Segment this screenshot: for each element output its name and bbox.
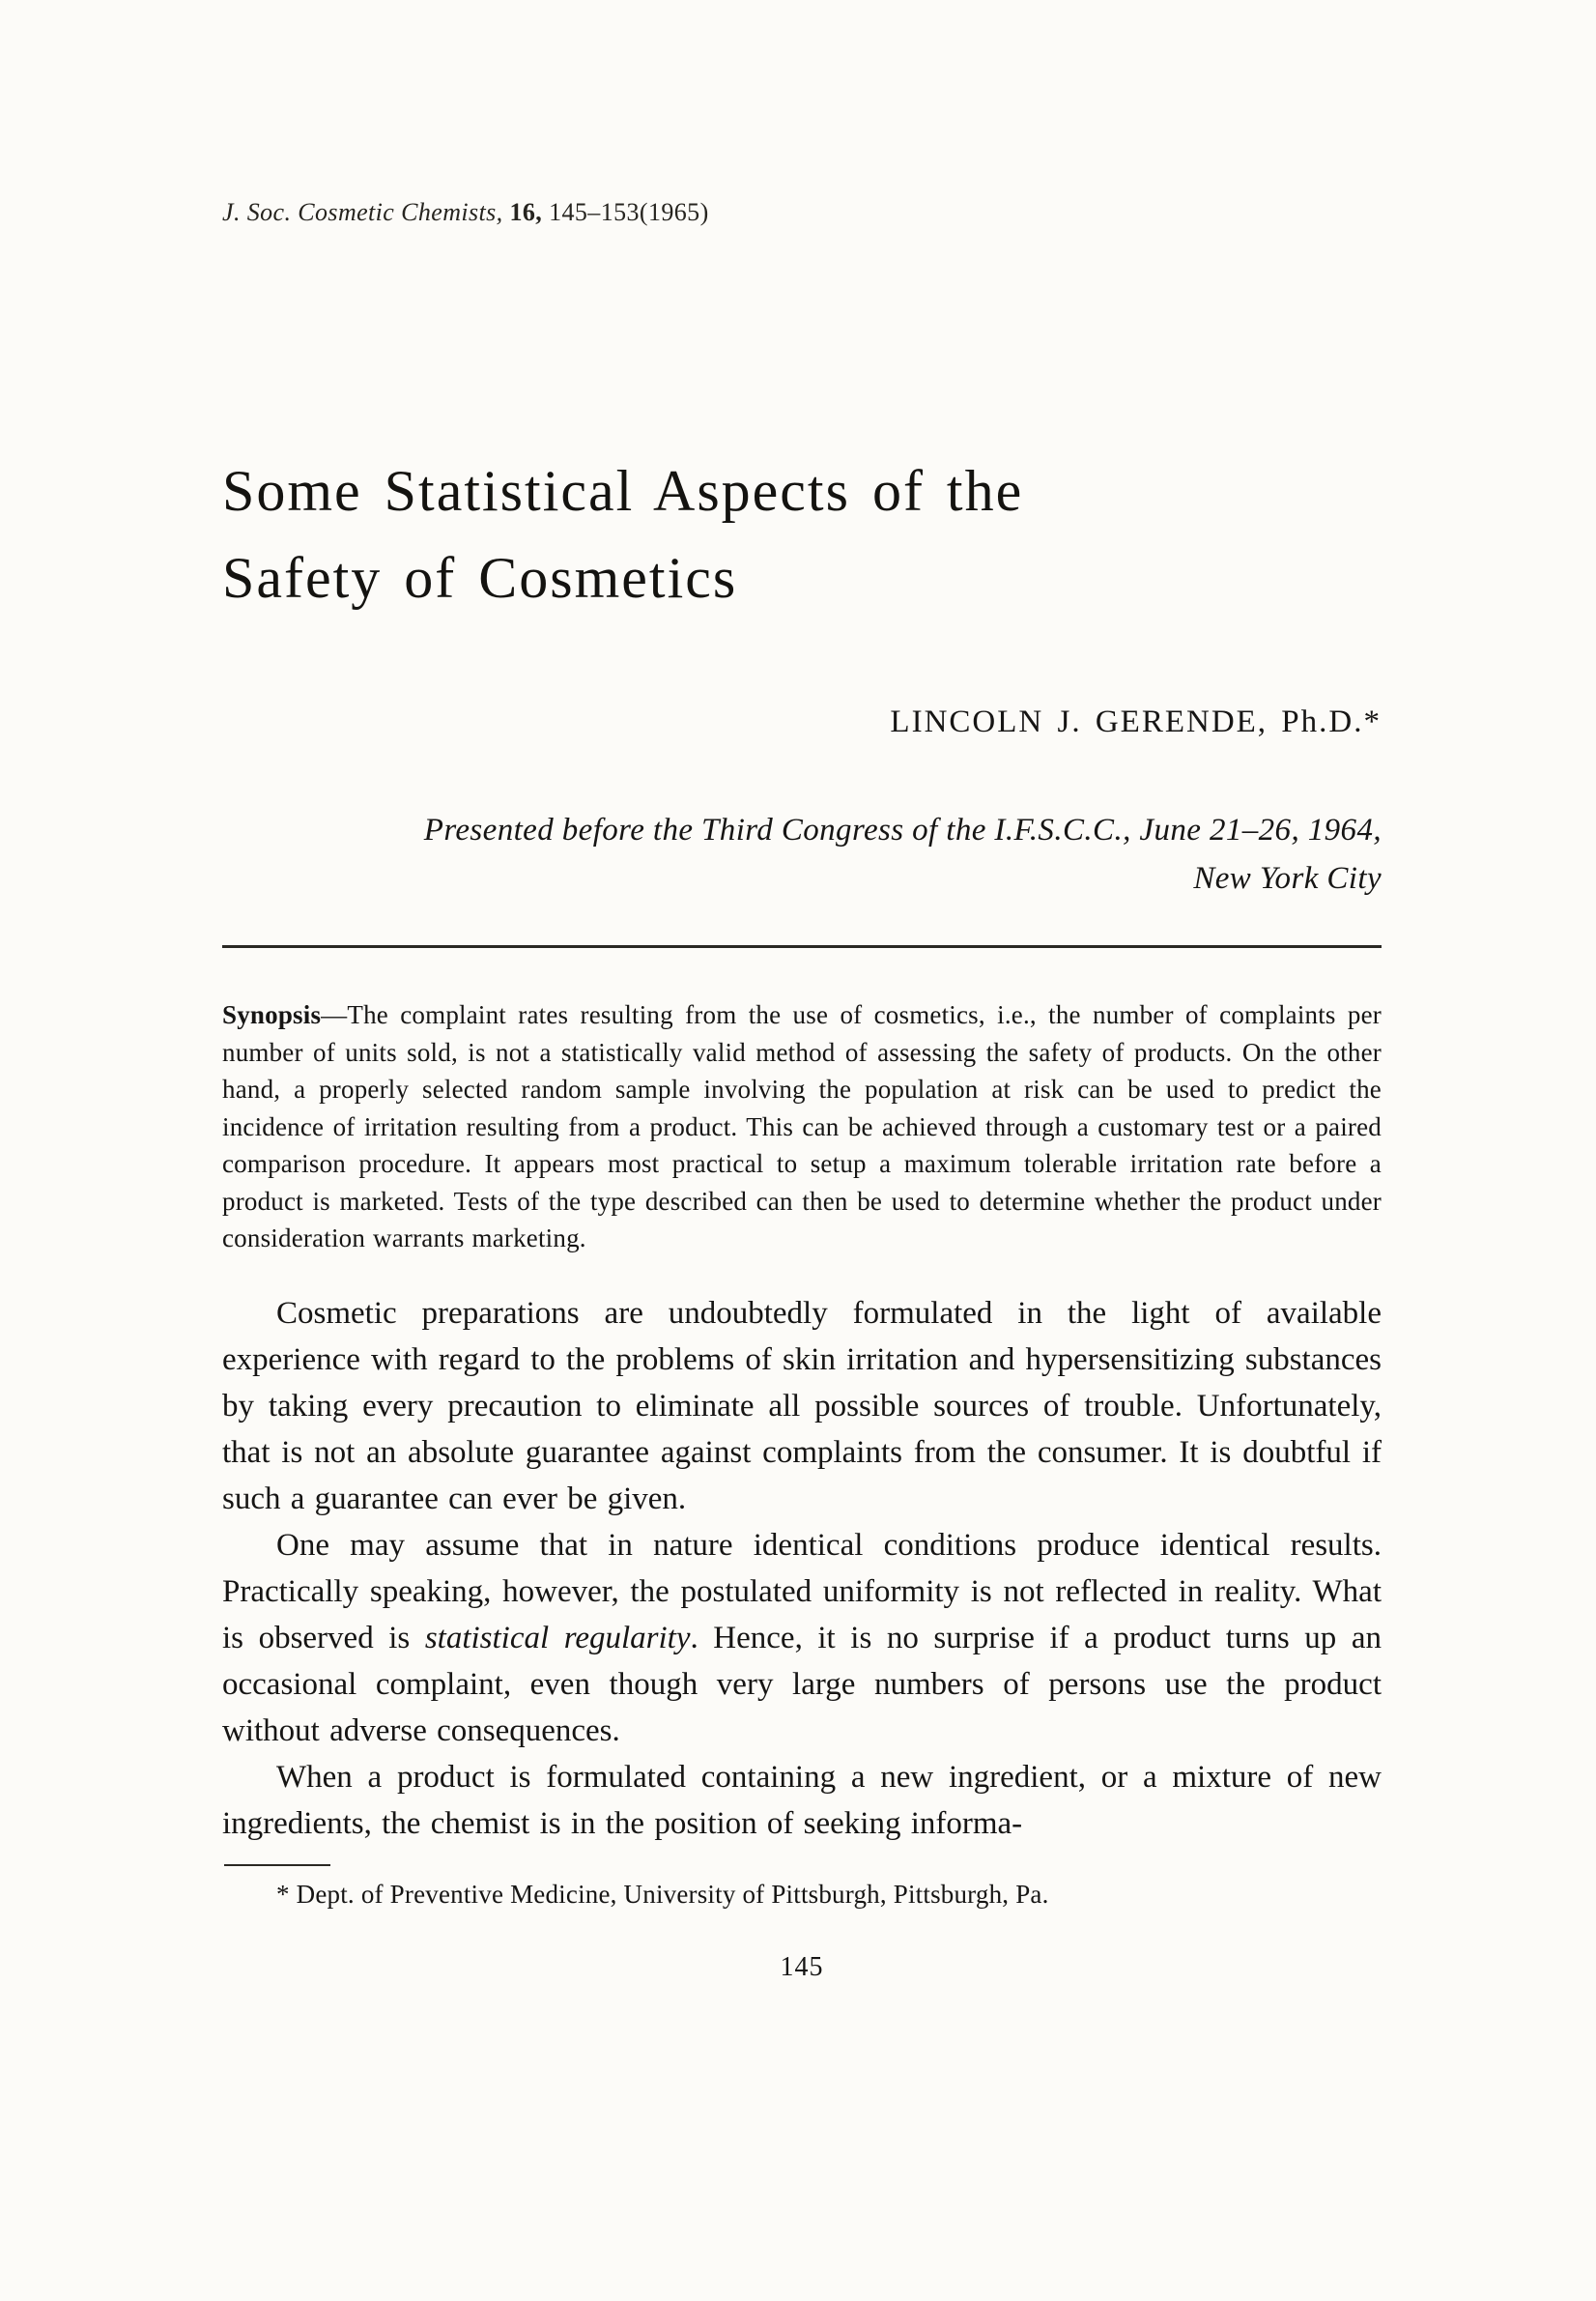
synopsis <box>222 996 1382 1257</box>
presentation-note <box>222 806 1382 903</box>
paragraph-2-italic-term: statistical regularity <box>424 1620 691 1655</box>
paper-title <box>222 447 1382 621</box>
synopsis-text: —The complaint rates resulting from the use of cosmetics, i.e., the number of complaints per number of units sold, is not a statistically valid method of assessing the safety of products. On the other hand, a properly selected random sample involving the population at risk can be used to predict the incidence of irritation resulting from a product. This can be achieved through a customary test or a paired comparison procedure. It appears most practical to setup a maximum tolerable irritation rate before a product is marketed. Tests of the type described can then be used to determine whether the product under consideration warrants marketing. <box>222 1000 1382 1252</box>
presentation-note-line2: New York City <box>1193 861 1382 896</box>
footnote-text: * Dept. of Preventive Medicine, University of Pittsburgh, Pittsburgh, Pa. <box>276 1879 1049 1909</box>
paragraph-2 <box>222 1522 1382 1754</box>
divider-rule <box>222 945 1382 948</box>
body-text <box>222 1290 1382 1847</box>
presentation-note-line1: Presented before the Third Congress of the I.F.S.C.C., June 21–26, 1964, <box>423 813 1382 848</box>
paragraph-1: Cosmetic preparations are undoubtedly formulated in the light of available experience with regard to the problems of skin irritation and hypersensitizing substances by taking every precaution to eliminate all possible sources of trouble. Unfortunately, that is not an absolute guarantee against complaints from the consumer. It is doubtful if such a guarantee can ever be given. <box>222 1295 1382 1516</box>
paragraph-3: When a product is formulated containing a new ingredient, or a mixture of new ingredients, the chemist is in the position of seeking informa- <box>222 1759 1382 1841</box>
author-name: LINCOLN J. GERENDE, Ph.D.* <box>890 705 1382 739</box>
paragraph-2-text: One may assume that in nature identical conditions produce identical results. Practically speaking, however, the postulated uniformity is not reflected in reality. What is observed is <box>222 1527 1382 1655</box>
footnote-block <box>222 1864 1382 1910</box>
journal-name: J. Soc. Cosmetic Chemists, <box>222 198 503 226</box>
journal-citation <box>222 198 1382 227</box>
paper-title-line2: Safety of Cosmetics <box>222 546 738 610</box>
footnote-rule <box>224 1864 330 1866</box>
page-number: 145 <box>780 1951 824 1982</box>
journal-volume: 16, <box>509 198 543 226</box>
paragraph-2-text-cont: . Hence, it is no surprise if a product turns up an occasional complaint, even though very large numbers of persons use the product without adverse consequences. <box>222 1620 1382 1748</box>
paper-title-line1: Some Statistical Aspects of the <box>222 459 1024 523</box>
synopsis-label: Synopsis <box>222 1000 322 1029</box>
journal-pages: 145–153(1965) <box>549 198 709 226</box>
